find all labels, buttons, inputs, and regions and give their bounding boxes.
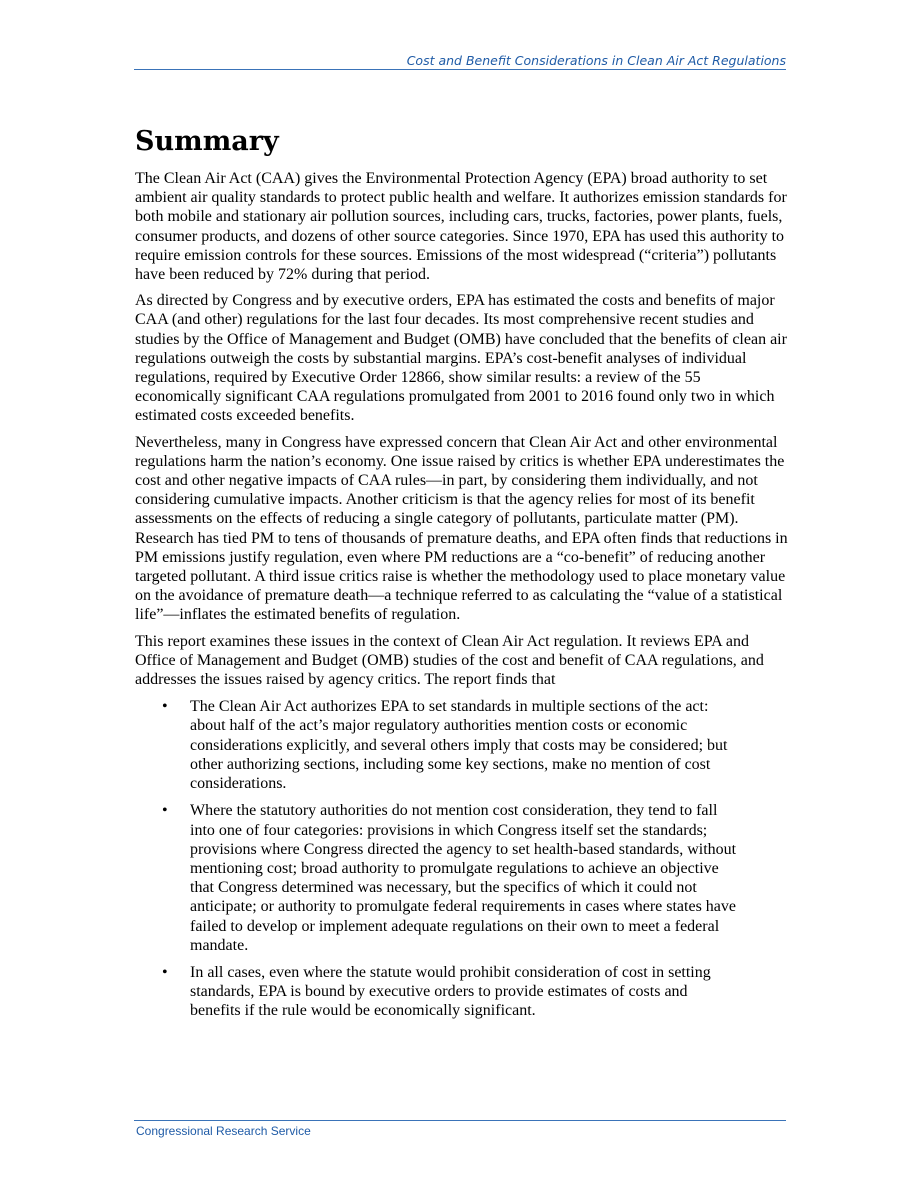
finding-item-3 [135, 963, 742, 1021]
running-header: Cost and Benefit Considerations in Clean Air Act Regulations [134, 52, 786, 70]
footer-divider [134, 1120, 786, 1121]
summary-paragraph-1: The Clean Air Act (CAA) gives the Environmental Protection Agency (EPA) broad authority to set ambient air quality standards to protect public health and welfare. It authorizes emission standards for both mobile and stationary air pollution sources, including cars, trucks, factories, power plants, fuels, consumer products, and dozens of other source categories. Since 1970, EPA has used this authority to require emission controls for these sources. Emissions of the most widespread (“criteria”) pollutants have been reduced by 72% during that period. [135, 170, 787, 284]
bullet-icon: • [162, 963, 168, 981]
findings-list [135, 697, 790, 1020]
finding-item-1 [135, 697, 742, 793]
summary-paragraph-3: Nevertheless, many in Congress have expressed concern that Clean Air Act and other environmental regulations harm the nation’s economy. One issue raised by critics is whether EPA underestimates the cost and other negative impacts of CAA rules—in part, by considering them individually, and not considering cumulative impacts. Another criticism is that the agency relies for most of its benefit assessments on the effects of reducing a single category of pollutants, particulate matter (PM). Research has tied PM to tens of thousands of premature deaths, and EPA often finds that reductions in PM emissions justify regulation, even where PM reductions are a “co-benefit” of reducing another targeted pollutant. A third issue critics raise is whether the methodology used to place monetary value on the avoidance of premature death—a technique referred to as calculating the “value of a statistical life”—inflates the estimated benefits of regulation. [135, 433, 788, 624]
section-title: Summary [135, 126, 279, 157]
footer-organization: Congressional Research Service [136, 1124, 311, 1138]
finding-text: The Clean Air Act authorizes EPA to set standards in multiple sections of the act: about half of the act’s major regulatory authorities mention costs or economic considerations explicitly, and several others imply that costs may be considered; but other authorizing sections, including some key sections, make no mention of cost considerations. [190, 698, 728, 793]
finding-text: In all cases, even where the statute would prohibit consideration of cost in setting standards, EPA is bound by executive orders to provide estimates of costs and benefits if the rule would be economically significant. [190, 963, 711, 1020]
finding-text: Where the statutory authorities do not mention cost consideration, they tend to fall into one of four categories: provisions in which Congress itself set the standards; provisions where Congress directed the agency to set health-based standards, without mentioning cost; broad authority to promulgate regulations to achieve an objective that Congress determined was necessary, but the specifics of which it could not anticipate; or authority to promulgate federal requirements in cases where states have failed to develop or implement adequate regulations on their own to meet a federal mandate. [190, 802, 737, 954]
summary-section [135, 124, 790, 1029]
finding-item-2 [135, 801, 742, 955]
summary-paragraph-4: This report examines these issues in the context of Clean Air Act regulation. It reviews EPA and Office of Management and Budget (OMB) studies of the cost and benefit of CAA regulations, and addresses the issues raised by agency critics. The report finds that [135, 632, 764, 689]
summary-paragraph-2: As directed by Congress and by executive orders, EPA has estimated the costs and benefits of major CAA (and other) regulations for the last four decades. Its most comprehensive recent studies and studies by the Office of Management and Budget (OMB) have concluded that the benefits of clean air regulations outweigh the costs by substantial margins. EPA’s cost-benefit analyses of individual regulations, required by Executive Order 12866, show similar results: a review of the 55 economically significant CAA regulations promulgated from 2001 to 2016 found only two in which estimated costs exceeded benefits. [135, 292, 787, 425]
bullet-icon: • [162, 802, 168, 820]
bullet-icon: • [162, 698, 168, 716]
